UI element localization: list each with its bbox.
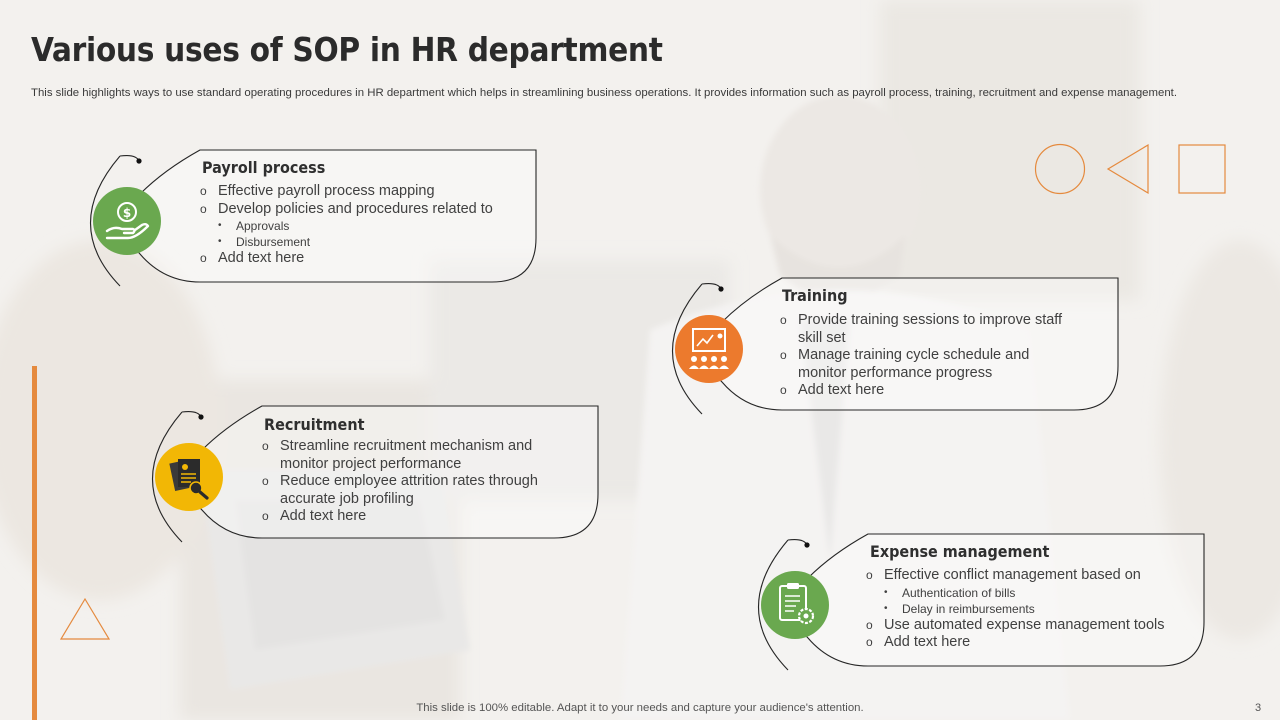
bullet-item xyxy=(200,201,520,251)
accent-line xyxy=(32,366,37,720)
training-icon-circle xyxy=(675,315,743,383)
decorative-shapes xyxy=(1030,140,1230,200)
card-bullet-list xyxy=(780,312,1070,400)
bullet-item: o Streamline recruitment mechanism and monitor project performance xyxy=(262,438,584,473)
card-bullet-list xyxy=(200,183,520,268)
card-title: Expense management xyxy=(870,542,1050,561)
slide-footer: This slide is 100% editable. Adapt it to your needs and capture your audience's attention. xyxy=(416,702,864,714)
expense-report-icon xyxy=(770,580,820,630)
card-payroll-process xyxy=(60,148,540,288)
svg-text:$: $ xyxy=(122,206,132,220)
triangle-left-outline-icon xyxy=(1108,145,1148,193)
bullet-item: o Add text here xyxy=(866,634,1196,652)
sub-bullet-item: • Approvals xyxy=(218,218,520,234)
expense-icon-circle xyxy=(761,571,829,639)
bullet-item xyxy=(866,567,1196,617)
card-bullet-list xyxy=(262,438,584,526)
bullet-text: Effective conflict management based on xyxy=(884,567,1141,583)
bullet-item: o Provide training sessions to improve staff skill set xyxy=(780,312,1070,347)
card-bullet-list xyxy=(866,567,1196,652)
page-number: 3 xyxy=(1255,702,1262,714)
bullet-item: o Use automated expense management tools xyxy=(866,617,1196,635)
square-outline-icon xyxy=(1179,145,1225,193)
resume-search-icon xyxy=(164,452,214,502)
slide-subtitle: This slide highlights ways to use standard operating procedures in HR department which helps in streamlining business operations. It provides information such as payroll process, training, recruitment and expense management. xyxy=(31,87,1177,99)
recruitment-icon-circle xyxy=(155,443,223,511)
bullet-item: o Effective payroll process mapping xyxy=(200,183,520,201)
bullet-item: o Manage training cycle schedule and monitor performance progress xyxy=(780,347,1070,382)
card-title: Payroll process xyxy=(202,158,326,177)
bullet-item: o Reduce employee attrition rates through accurate job profiling xyxy=(262,473,584,508)
sub-bullet-item: • Delay in reimbursements xyxy=(884,601,1196,617)
bullet-text: Develop policies and procedures related to xyxy=(218,200,493,217)
triangle-outline-icon xyxy=(58,596,114,644)
sub-bullet-item: • Authentication of bills xyxy=(884,585,1196,601)
sub-bullet-list xyxy=(884,585,1196,617)
money-hand-icon xyxy=(102,196,152,246)
circle-outline-icon xyxy=(1036,145,1085,194)
bullet-item: o Add text here xyxy=(262,508,584,526)
card-expense-management xyxy=(728,532,1208,672)
card-title: Training xyxy=(782,286,848,305)
slide-title: Various uses of SOP in HR department xyxy=(31,30,663,69)
payroll-icon-circle xyxy=(93,187,161,255)
sub-bullet-item: • Disbursement xyxy=(218,234,520,250)
card-training xyxy=(642,276,1122,416)
card-recruitment xyxy=(122,404,602,544)
presentation-icon xyxy=(684,324,734,374)
card-title: Recruitment xyxy=(264,415,365,434)
sub-bullet-list xyxy=(218,218,520,250)
bullet-item: o Add text here xyxy=(780,382,1070,400)
bullet-item: o Add text here xyxy=(200,250,520,268)
